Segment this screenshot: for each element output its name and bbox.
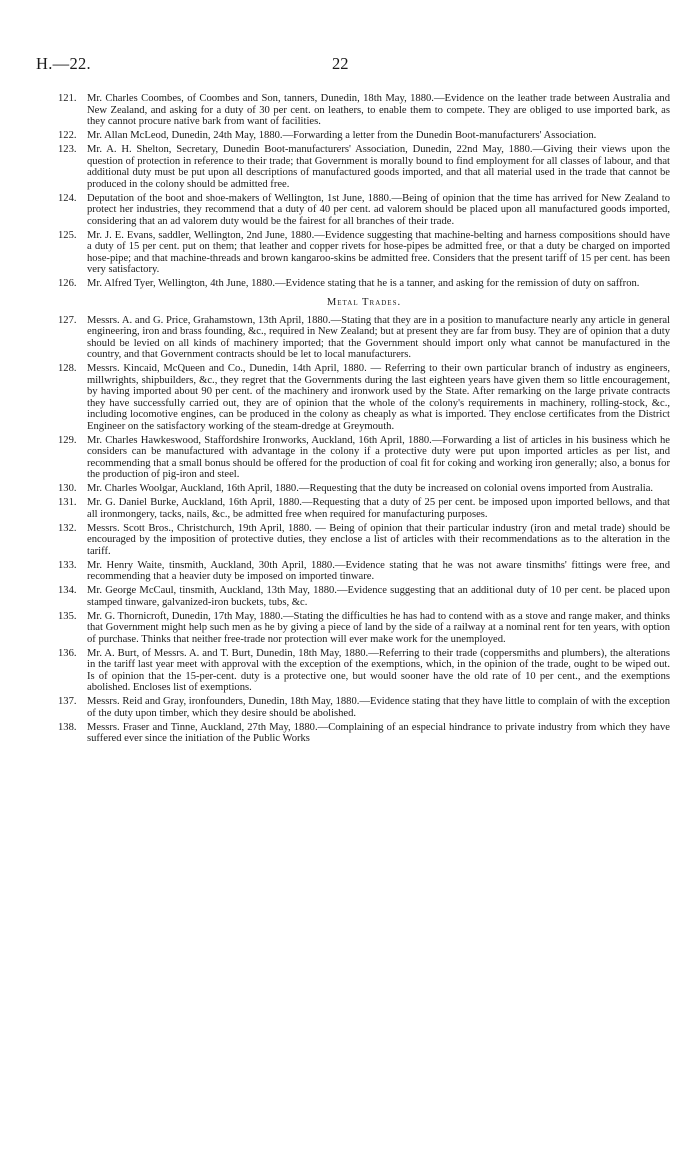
entry-text: Deputation of the boot and shoe-makers of Wellington, 1st June, 1880.—Being of opinion that the time has arrived for New Zealand to protect her industries, they recommend that a duty of 40 per cent. ad valorem should be placed upon all manufactured goods imported, considering that an ad valorem duty would be the fairest for all branches of their trade. <box>87 192 670 227</box>
evidence-entry <box>58 648 670 694</box>
entry-text: Mr. A. H. Shelton, Secretary, Dunedin Boot-manufacturers' Association, Dunedin, 22nd May, 1880.—Giving their views upon the question of protection in reference to their trade; that Government is morally bound to find employment for all classes of labour, and that additional duty must be put upon all descriptions of manufactured goods imported, and that all material used in the trade that cannot be produced in the colony should be admitted free. <box>87 144 670 190</box>
page-header <box>36 54 664 76</box>
entry-number: 121. <box>58 93 77 104</box>
entry-number: 133. <box>58 559 77 571</box>
evidence-entry <box>58 130 670 142</box>
evidence-entry <box>58 435 670 481</box>
evidence-entry <box>58 585 670 608</box>
entry-text: Mr. Charles Coombes, of Coombes and Son, tanners, Dunedin, 18th May, 1880.—Evidence on the leather trade between Australia and New Zealand, and asking for a duty of 30 per cent. on leathers, to enable them to compete. They are obliged to use imported bark, as they cannot procure native bark from want of facilities. <box>87 93 670 127</box>
evidence-entry <box>58 497 670 520</box>
entry-text: Mr. Charles Woolgar, Auckland, 16th April, 1880.—Requesting that the duty be increased on colonial ovens imported from Australia. <box>87 483 654 494</box>
entry-text: Messrs. Fraser and Tinne, Auckland, 27th May, 1880.—Complaining of an especial hindrance to private industry from which they have suffered ever since the initiation of the Public Works <box>87 721 670 744</box>
entry-number: 130. <box>58 483 77 494</box>
entry-number: 136. <box>58 647 77 659</box>
entry-text: Messrs. Scott Bros., Christchurch, 19th April, 1880. — Being of opinion that their particular industry (iron and metal trade) should be encouraged by the imposition of protective duties, they enclose a list of articles with their recommendations as to the alteration in the tariff. <box>87 522 670 557</box>
evidence-entry <box>58 315 670 361</box>
entry-number: 137. <box>58 696 77 707</box>
entry-number: 132. <box>58 522 77 534</box>
entry-text: Messrs. Reid and Gray, ironfounders, Dunedin, 18th May, 1880.—Evidence stating that they have little to complain of with the exception of the duty upon timber, which they desire should be abolished. <box>87 696 670 719</box>
entry-text: Mr. Charles Hawkeswood, Staffordshire Ironworks, Auckland, 16th April, 1880.—Forwarding a list of articles in his business which he considers can be manufactured with advantage in the colony if a protective duty were put upon imported articles as per list, and recommending that a small bonus should be offered for the production of coal fit for coking and working iron generally; also, a bonus for the production of pig-iron and steel. <box>87 434 670 480</box>
entry-text: Messrs. A. and G. Price, Grahamstown, 13th April, 1880.—Stating that they are in a position to manufacture nearly any article in general engineering, iron and brass founding, &c., required in New Zealand; but at present they are far from busy. They are of opinion that a duty should be levied on all kinds of machinery imported; that the Government should import only what cannot be manufactured in the country, and that Government contracts should be let to local manufacturers. <box>87 314 670 360</box>
entry-text: Messrs. Kincaid, McQueen and Co., Dunedin, 14th April, 1880. — Referring to their own particular branch of industry as engineers, millwrights, shipbuilders, &c., they regret that the Governments during the last eighteen years have given them so little encouragement, by having imported about 90 per cent. of the machinery and ironwork used by the State. After remarking on the large private contracts they have successfully carried out, they are of opinion that the whole of the colony's requirements in machinery, rolling-stock, &c., including locomotive engines, can be produced in the colony as cheaply as what is imported. They enclose certificates from the District Engineer on the satisfactory working of the steam-dredge at Greymouth. <box>87 363 670 432</box>
entry-text: Mr. G. Thornicroft, Dunedin, 17th May, 1880.—Stating the difficulties he has had to contend with as a stove and range maker, and thinks that Government might help such men as he by giving a piece of land by the side of a railway at a nominal rent for ten years, with option of purchase. Thinks that neither free-trade nor protection will ever make work for the unemployed. <box>87 610 670 645</box>
evidence-entry <box>58 523 670 558</box>
entry-number: 123. <box>58 144 77 155</box>
evidence-entry <box>58 696 670 719</box>
evidence-entry <box>58 363 670 432</box>
evidence-entry <box>58 483 670 495</box>
entry-text: Mr. Alfred Tyer, Wellington, 4th June, 1880.—Evidence stating that he is a tanner, and asking for the remission of duty on saffron. <box>87 278 640 289</box>
entry-text: Mr. J. E. Evans, saddler, Wellington, 2nd June, 1880.—Evidence suggesting that machine-belting and harness compositions should have a duty of 15 per cent. put on them; that leather and copper rivets for hose-pipes be admitted free, or that a duty be charged on imported hose-pipe; and that machine-threads and brown kangaroo-skins be admitted free. Considers that the present tariff of 15 per cent. has been very satisfactory. <box>87 229 670 275</box>
entries-leather-trades <box>58 93 670 290</box>
entry-number: 124. <box>58 192 77 204</box>
entry-number: 138. <box>58 721 77 733</box>
entry-text: Mr. G. Daniel Burke, Auckland, 16th April, 1880.—Requesting that a duty of 25 per cent. be imposed upon imported bellows, and that all ironmongery, tacks, nails, &c., be admitted free when required for manufacturing purposes. <box>87 497 670 520</box>
evidence-entry <box>58 230 670 276</box>
evidence-entry <box>58 722 670 745</box>
entry-number: 127. <box>58 314 77 326</box>
evidence-entry <box>58 560 670 583</box>
evidence-entry <box>58 144 670 190</box>
entry-text: Mr. Henry Waite, tinsmith, Auckland, 30th April, 1880.—Evidence stating that he was not aware tinsmiths' fittings were free, and recommending that a heavier duty be imposed on imported tinware. <box>87 559 670 582</box>
page-number: 22 <box>332 54 349 73</box>
paper-reference: H.—22. <box>36 54 91 73</box>
entry-number: 129. <box>58 434 77 446</box>
document-body <box>58 93 670 747</box>
entry-number: 134. <box>58 585 77 596</box>
entry-text: Mr. A. Burt, of Messrs. A. and T. Burt, Dunedin, 18th May, 1880.—Referring to their trade (coppersmiths and plumbers), the alterations in the tariff last year meet with approval with the exception of the exemptions, which, in the opinion of the trade, ought to be wiped out. Is of opinion that the 15-per-cent. duty is a protective one, but would sooner have the old rate of 10 per cent., and the exemptions abolished. Encloses list of exemptions. <box>87 647 670 693</box>
entry-number: 135. <box>58 610 77 622</box>
evidence-entry <box>58 278 670 290</box>
entries-metal-trades <box>58 315 670 745</box>
entry-number: 126. <box>58 278 77 289</box>
section-heading-metal-trades: Metal Trades. <box>326 296 402 308</box>
entry-text: Mr. George McCaul, tinsmith, Auckland, 13th May, 1880.—Evidence suggesting that an additional duty of 10 per cent. be placed upon stamped tinware, galvanized-iron buckets, tubs, &c. <box>87 585 670 608</box>
evidence-entry <box>58 611 670 646</box>
entry-number: 131. <box>58 497 77 508</box>
entry-number: 125. <box>58 229 77 241</box>
entry-text: Mr. Allan McLeod, Dunedin, 24th May, 1880.—Forwarding a letter from the Dunedin Boot-manufacturers' Association. <box>87 130 597 141</box>
entry-number: 128. <box>58 363 77 374</box>
evidence-entry <box>58 93 670 128</box>
evidence-entry <box>58 193 670 228</box>
entry-number: 122. <box>58 130 77 141</box>
